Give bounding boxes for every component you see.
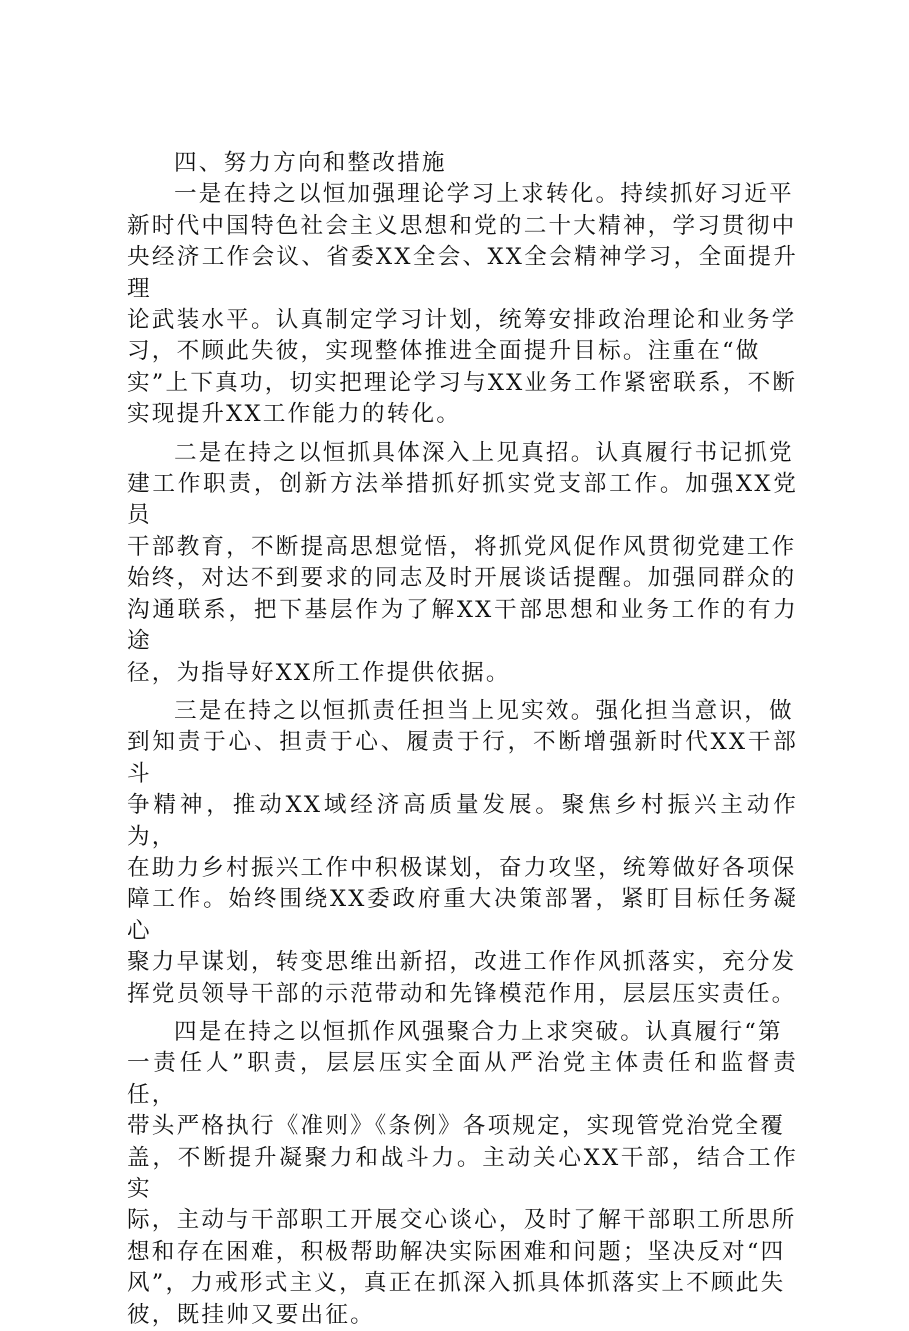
document-body [127,148,798,1331]
paragraph-1: 一是在持之以恒加强理论学习上求转化。持续抓好习近平 新时代中国特色社会主义思想和党的二十大精神，学习贯彻中 央经济工作会议、省委XX全会、XX全会精神学习，全面提升理 论武装水平。认真制定学习计划，统筹安排政治理论和业务学 习，不顾此失彼，实现整体推进全面提升目标。注重在“做 实”上下真功，切实把理论学习与XX业务工作紧密联系，不断 实现提升XX工作能力的转化。 [127,181,798,428]
paragraph-4: 四是在持之以恒抓作风强聚合力上求突破。认真履行“第 一责任人”职责，层层压实全面从严治党主体责任和监督责任， 带头严格执行《准则》《条例》各项规定，实现管党治党全覆 盖，不断提升凝聚力和战斗力。主动关心XX干部，结合工作实 际，主动与干部职工开展交心谈心，及时了解干部职工所思所 想和存在困难，积极帮助解决实际困难和问题；坚决反对“四 风”，力戒形式主义，真正在抓深入抓具体抓落实上不顾此失 彼，既挂帅又要出征。 [127,1018,798,1328]
section-heading: 四、努力方向和整改措施 [174,150,447,176]
paragraph-3: 三是在持之以恒抓责任担当上见实效。强化担当意识，做 到知责于心、担责于心、履责于行，不断增强新时代XX干部斗 争精神，推动XX域经济高质量发展。聚焦乡村振兴主动作为， 在助力乡村振兴工作中积极谋划，奋力攻坚，统筹做好各项保 障工作。始终围绕XX委政府重大决策部署，紧盯目标任务凝心 聚力早谋划，转变思维出新招，改进工作作风抓落实，充分发 挥党员领导干部的示范带动和先锋模范作用，层层压实责任。 [127,697,798,1007]
paragraph-2: 二是在持之以恒抓具体深入上见真招。认真履行书记抓党 建工作职责，创新方法举措抓好抓实党支部工作。加强XX党员 干部教育，不断提高思想觉悟，将抓党风促作风贯彻党建工作 始终，对达不到要求的同志及时开展谈话提醒。加强同群众的 沟通联系，把下基层作为了解XX干部思想和业务工作的有力途 径，为指导好XX所工作提供依据。 [127,439,798,686]
